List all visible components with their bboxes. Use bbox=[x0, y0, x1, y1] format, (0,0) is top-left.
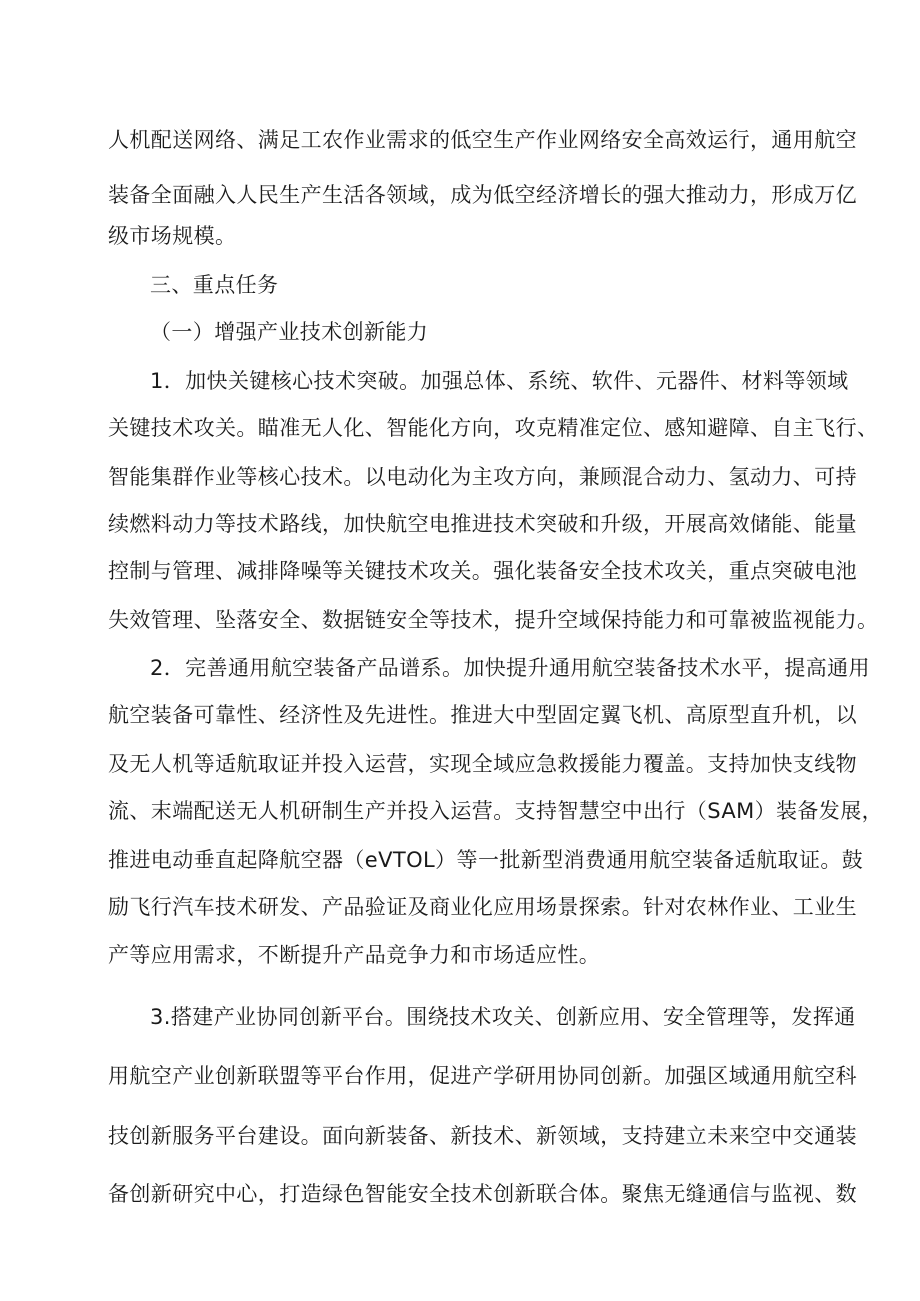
paragraph-line: 控制与管理、减排降噪等关键技术攻关。强化装备安全技术攻关，重点突破电池 bbox=[108, 559, 857, 583]
paragraph-line: 装备全面融入人民生产生活各领域，成为低空经济增长的强大推动力，形成万亿 bbox=[108, 183, 857, 207]
paragraph-line: 3.搭建产业协同创新平台。围绕技术攻关、创新应用、安全管理等，发挥通 bbox=[150, 1005, 856, 1029]
paragraph-line: 推进电动垂直起降航空器（eVTOL）等一批新型消费通用航空装备适航取证。鼓 bbox=[108, 848, 864, 872]
paragraph-line: 智能集群作业等核心技术。以电动化为主攻方向，兼顾混合动力、氢动力、可持 bbox=[108, 465, 857, 489]
paragraph-line: 2．完善通用航空装备产品谱系。加快提升通用航空装备技术水平，提高通用 bbox=[150, 656, 870, 680]
paragraph-line: 流、末端配送无人机研制生产并投入运营。支持智慧空中出行（SAM）装备发展， bbox=[108, 799, 884, 823]
paragraph-line: 及无人机等适航取证并投入运营，实现全域应急救援能力覆盖。支持加快支线物 bbox=[108, 752, 857, 776]
paragraph-line: 级市场规模。 bbox=[108, 224, 237, 248]
paragraph-line: 用航空产业创新联盟等平台作用，促进产学研用协同创新。加强区域通用航空科 bbox=[108, 1064, 857, 1088]
paragraph-line: 人机配送网络、满足工农作业需求的低空生产作业网络安全高效运行，通用航空 bbox=[108, 128, 857, 152]
paragraph-line: 备创新研究中心，打造绿色智能安全技术创新联合体。聚焦无缝通信与监视、数 bbox=[108, 1182, 857, 1206]
paragraph-line: 产等应用需求，不断提升产品竞争力和市场适应性。 bbox=[108, 943, 601, 967]
paragraph-line: 失效管理、坠落安全、数据链安全等技术，提升空域保持能力和可靠被监视能力。 bbox=[108, 608, 879, 632]
paragraph-line: 1．加快关键核心技术突破。加强总体、系统、软件、元器件、材料等领域 bbox=[150, 369, 849, 393]
subsection-heading: （一）增强产业技术创新能力 bbox=[150, 320, 429, 344]
paragraph-line: 续燃料动力等技术路线，加快航空电推进技术突破和升级，开展高效储能、能量 bbox=[108, 512, 857, 536]
paragraph-line: 关键技术攻关。瞄准无人化、智能化方向，攻克精准定位、感知避障、自主飞行、 bbox=[108, 416, 879, 440]
paragraph-line: 技创新服务平台建设。面向新装备、新技术、新领域，支持建立未来空中交通装 bbox=[108, 1124, 857, 1148]
paragraph-line: 励飞行汽车技术研发、产品验证及商业化应用场景探索。针对农林作业、工业生 bbox=[108, 895, 857, 919]
section-heading: 三、重点任务 bbox=[150, 273, 279, 297]
paragraph-line: 航空装备可靠性、经济性及先进性。推进大中型固定翼飞机、高原型直升机，以 bbox=[108, 703, 857, 727]
